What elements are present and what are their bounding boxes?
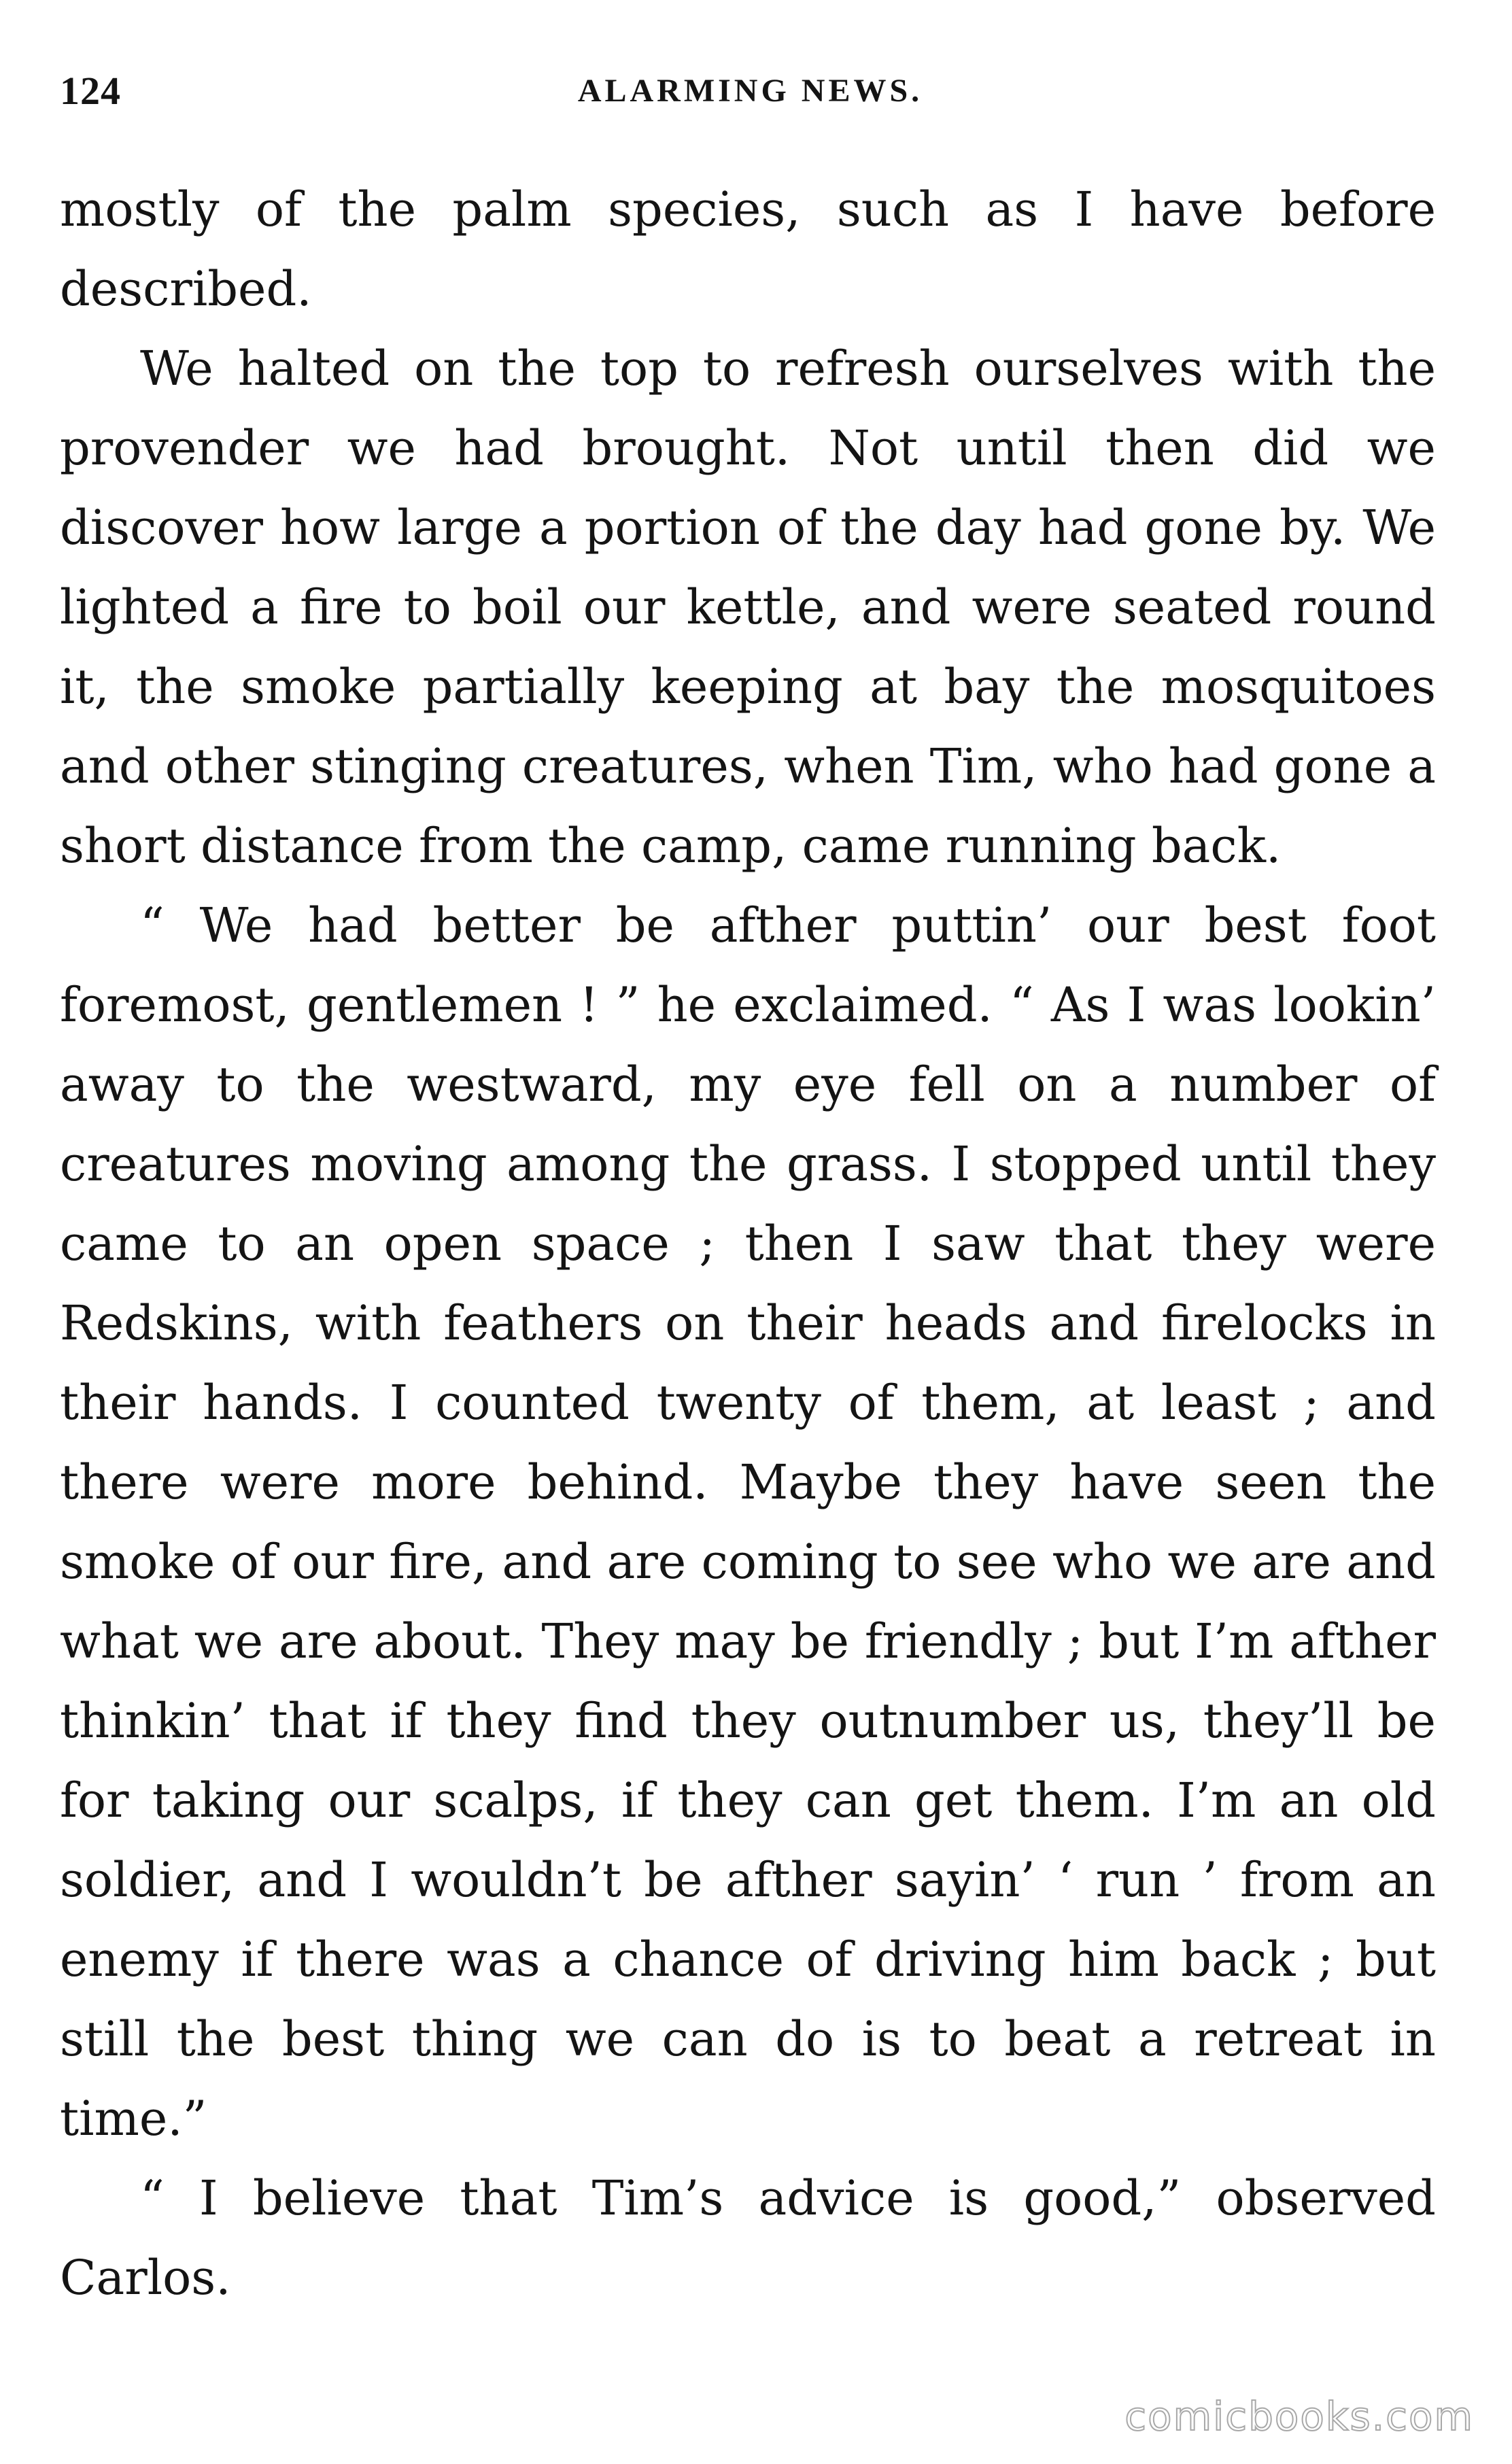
body-text [60,170,1436,2318]
paragraph-tim-warning: “ We had better be afther puttin’ our best foot foremost, gentlemen ! ” he exclaimed. “ As I was lookin’ away to the westward, my eye fell on a number of creatures moving among the grass. I stopped until they came to an open space ; then I saw that they were Redskins, with feathers on their heads and firelocks in their hands. I counted twenty of them, at least ; and there were more behind. Maybe they have seen the smoke of our fire, and are coming to see who we are and what we are about. They may be friendly ; but I’m afther thinkin’ that if they find they outnumber us, they’ll be for taking our scalps, if they can get them. I’m an old soldier, and I wouldn’t be afther sayin’ ‘ run ’ from an enemy if there was a chance of driving him back ; but still the best thing we can do is to beat a retreat in time.” [60,897,1436,2146]
paragraph-carlos: “ I believe that Tim’s advice is good,” observed Carlos. [60,2170,1436,2306]
chapter-title: ALARMING NEWS. [577,73,923,109]
watermark: comicbooks.com [1124,2393,1474,2440]
page-number: 124 [60,69,121,113]
running-head [60,68,1441,122]
paragraph-halted: We halted on the top to refresh ourselves with the provender we had brought. Not until then did we discover how large a portion of the day had gone by. We lighted a fire to boil our kettle, and were seated round it, the smoke partially keeping at bay the mosquitoes and other stinging creatures, when Tim, who had gone a short distance from the camp, came running back. [60,341,1436,874]
paragraph-continuation: mostly of the palm species, such as I have before described. [60,182,1436,317]
